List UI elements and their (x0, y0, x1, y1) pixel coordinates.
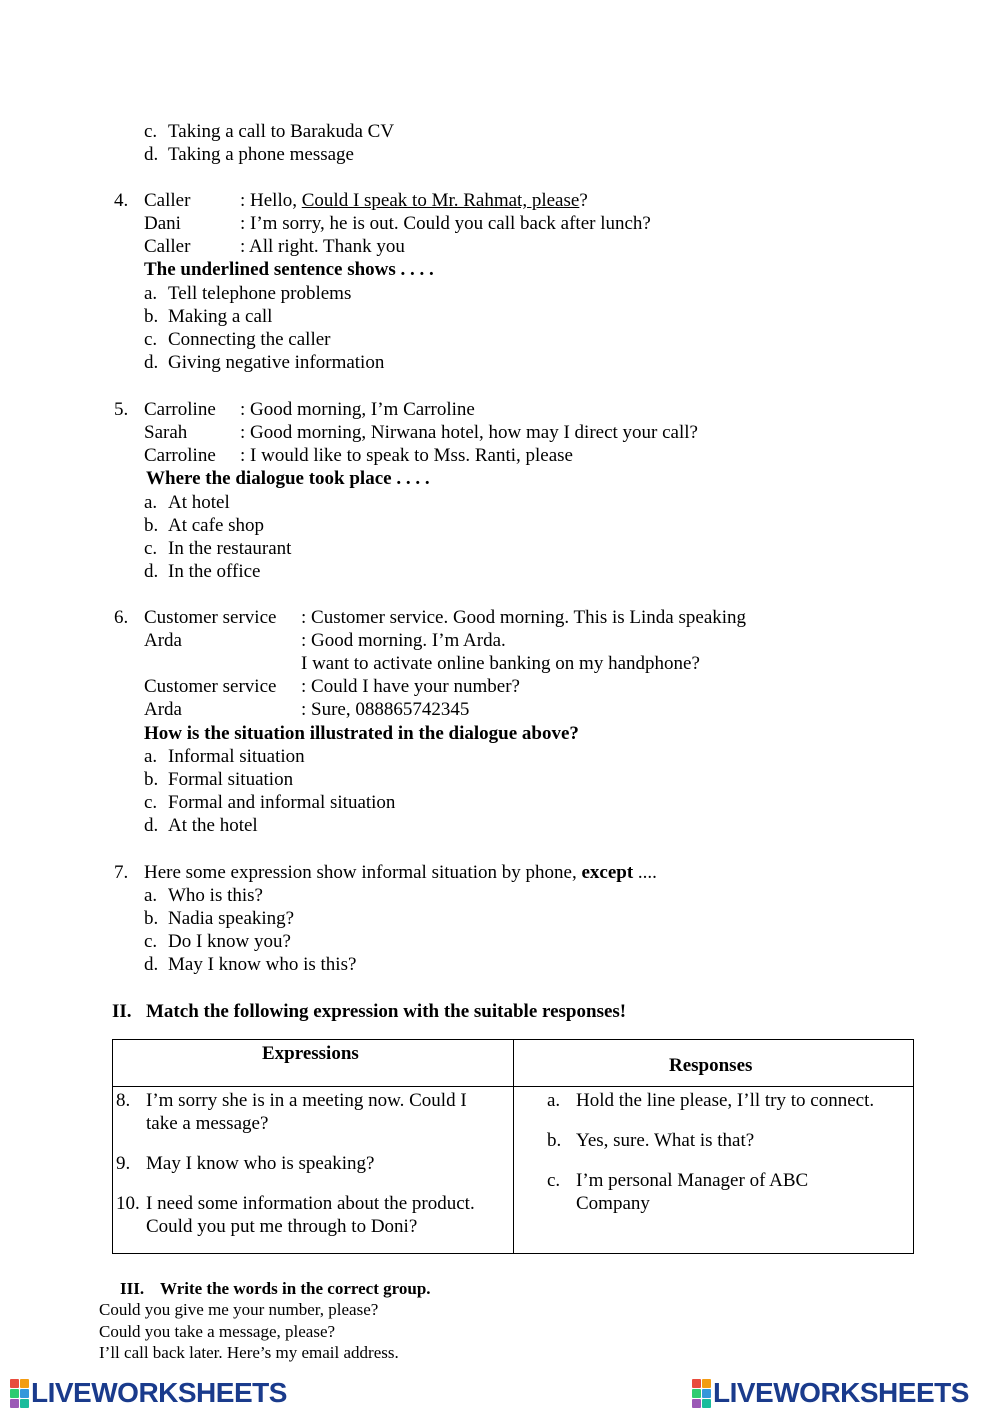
option-letter: c. (144, 329, 158, 350)
option-text: At the hotel (168, 815, 258, 836)
speaker: Carroline (144, 399, 216, 420)
dialogue-line: : Good morning, I’m Carroline (240, 399, 475, 420)
speaker: Caller (144, 236, 191, 257)
header-expressions: Expressions (262, 1043, 359, 1064)
option-letter: c. (144, 538, 158, 559)
response-text: I’m personal Manager of ABC (576, 1170, 809, 1191)
option-text: Giving negative information (168, 352, 385, 373)
group-phrase: Could you take a message, please? (99, 1322, 336, 1341)
expression-number: 9. (116, 1153, 131, 1174)
speaker: Customer service (144, 676, 277, 697)
section-title: Write the words in the correct group. (160, 1279, 431, 1298)
expression-text: I’m sorry she is in a meeting now. Could I (146, 1090, 467, 1111)
section-number: III. (120, 1279, 145, 1298)
option-text: At cafe shop (168, 515, 265, 536)
option-letter: d. (144, 561, 159, 582)
speaker: Sarah (144, 422, 188, 443)
section-title: Match the following expression with the suitable responses! (146, 1001, 627, 1022)
expression-text: Could you put me through to Doni? (146, 1216, 418, 1237)
response-letter: b. (547, 1130, 562, 1151)
column-divider (513, 1040, 514, 1253)
option-letter: b. (144, 515, 159, 536)
logo-text: LIVEWORKSHEETS (713, 1377, 969, 1408)
dialogue-line: : I would like to speak to Mss. Ranti, please (240, 445, 573, 466)
logo-text: LIVEWORKSHEETS (31, 1377, 287, 1408)
option-letter: b. (144, 769, 159, 790)
header-divider (113, 1086, 913, 1087)
underlined-sentence: Could I speak to Mr. Rahmat, please (301, 190, 580, 211)
speaker: Arda (144, 699, 182, 720)
dialogue-line: : Good morning. I’m Arda. (301, 630, 506, 651)
option-text: Tell telephone problems (168, 283, 352, 304)
question-prompt: Where the dialogue took place . . . . (146, 468, 430, 489)
dialogue-line: : Customer service. Good morning. This is Linda speaking (301, 607, 747, 628)
response-text: Hold the line please, I’ll try to connect. (576, 1090, 875, 1111)
question-prompt: How is the situation illustrated in the dialogue above? (144, 723, 579, 744)
dialogue-text: ? (579, 190, 588, 211)
speaker: Caller (144, 190, 191, 211)
option-letter: d. (144, 815, 159, 836)
option-letter: c. (144, 931, 158, 952)
option-text: At hotel (168, 492, 230, 513)
match-table (112, 1039, 914, 1254)
question-number: 7. (114, 862, 129, 883)
dialogue-line: : I’m sorry, he is out. Could you call back after lunch? (240, 213, 651, 234)
speaker: Customer service (144, 607, 277, 628)
question-number: 5. (114, 399, 129, 420)
speaker: Arda (144, 630, 182, 651)
option-letter: b. (144, 306, 159, 327)
section-number: II. (112, 1001, 132, 1022)
option-text: Formal and informal situation (168, 792, 396, 813)
question-stem (144, 861, 657, 884)
option-text: In the office (168, 561, 261, 582)
question-number: 4. (114, 190, 129, 211)
speaker: Carroline (144, 445, 216, 466)
option-text: Connecting the caller (168, 329, 331, 350)
option-letter: a. (144, 283, 158, 304)
option-letter: a. (144, 492, 158, 513)
option-letter: d. (144, 144, 159, 165)
expression-text: May I know who is speaking? (146, 1153, 375, 1174)
response-text: Company (576, 1193, 650, 1214)
option-letter: c. (144, 792, 158, 813)
option-letter: b. (144, 908, 159, 929)
option-text: May I know who is this? (168, 954, 357, 975)
option-letter: c. (144, 121, 158, 142)
stem-text: .... (633, 862, 657, 883)
dialogue-line: I want to activate online banking on my handphone? (301, 653, 700, 674)
question-number: 6. (114, 607, 129, 628)
speaker: Dani (144, 213, 181, 234)
dialogue-line: : Could I have your number? (301, 676, 520, 697)
dialogue-line: : Sure, 088865742345 (301, 699, 470, 720)
option-text: Do I know you? (168, 931, 291, 952)
group-phrase: Could you give me your number, please? (99, 1300, 379, 1319)
response-text: Yes, sure. What is that? (576, 1130, 755, 1151)
option-text: Nadia speaking? (168, 908, 295, 929)
question-prompt: The underlined sentence shows . . . . (144, 259, 434, 280)
q3-option-d: Taking a phone message (168, 144, 354, 165)
option-text: Formal situation (168, 769, 294, 790)
option-letter: d. (144, 954, 159, 975)
option-text: In the restaurant (168, 538, 292, 559)
liveworksheets-logo-right (692, 1376, 969, 1410)
logo-tiles-icon (10, 1379, 29, 1408)
liveworksheets-logo-left (10, 1376, 287, 1410)
group-phrase: I’ll call back later. Here’s my email address. (99, 1343, 399, 1362)
stem-emphasis: except (581, 862, 634, 883)
dialogue-text: : Hello, (240, 190, 302, 211)
expression-number: 10. (116, 1193, 140, 1214)
response-letter: a. (547, 1090, 561, 1111)
expression-text: I need some information about the product. (146, 1193, 475, 1214)
response-letter: c. (547, 1170, 561, 1191)
option-letter: a. (144, 885, 158, 906)
expression-number: 8. (116, 1090, 131, 1111)
option-text: Who is this? (168, 885, 263, 906)
logo-tiles-icon (692, 1379, 711, 1408)
option-text: Making a call (168, 306, 273, 327)
option-letter: a. (144, 746, 158, 767)
option-letter: d. (144, 352, 159, 373)
header-responses: Responses (669, 1055, 753, 1076)
dialogue-line: : Good morning, Nirwana hotel, how may I direct your call? (240, 422, 698, 443)
option-text: Informal situation (168, 746, 305, 767)
q3-option-c: Taking a call to Barakuda CV (168, 121, 395, 142)
expression-text: take a message? (146, 1113, 269, 1134)
stem-text: Here some expression show informal situation by phone, (144, 862, 582, 883)
dialogue-line: : All right. Thank you (240, 236, 405, 257)
dialogue-line (240, 189, 588, 212)
